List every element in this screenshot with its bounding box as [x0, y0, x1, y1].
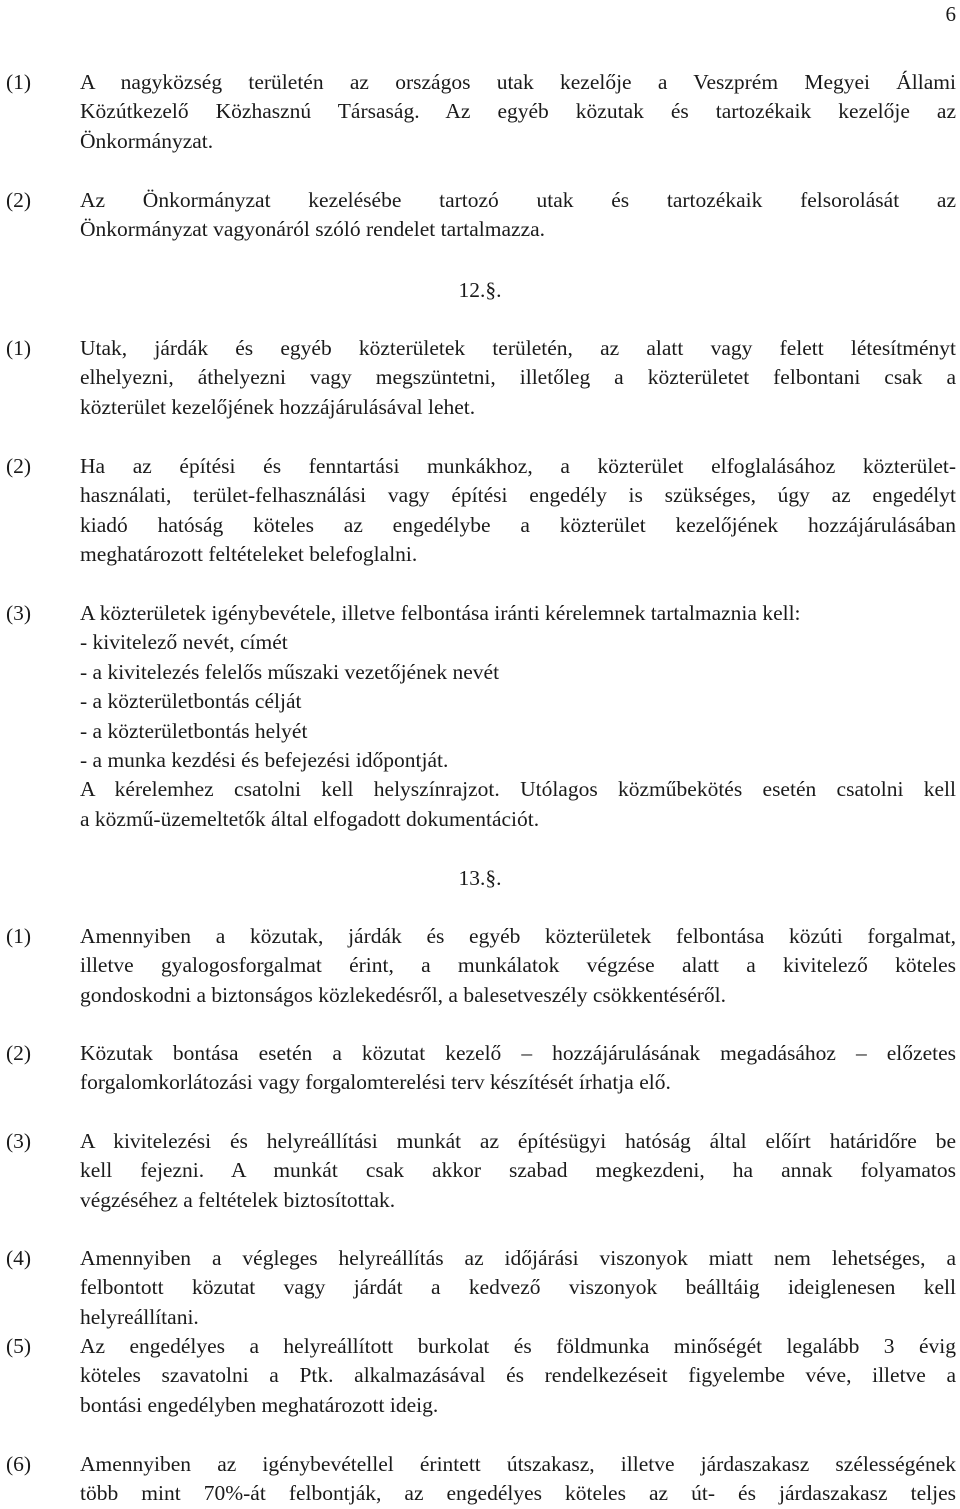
text-line: - a kivitelezés felelős műszaki vezetőjének nevét [80, 659, 500, 684]
text-line: Közútkezelő Közhasznú Társaság. Az egyéb közutak és tartozékaik kezelője az [80, 99, 956, 124]
paragraph [6, 334, 956, 422]
text-line: Utak, járdák és egyéb közterületek területén, az alatt vagy felett létesítményt [80, 336, 956, 360]
paragraph [6, 1450, 956, 1509]
paragraph [6, 68, 956, 156]
text-line: Amennyiben a közutak, járdák és egyéb közterületek felbontása közúti forgalmat, [80, 924, 956, 948]
text-line: elhelyezni, áthelyezni vagy megszüntetni, illetőleg a közterületet felbontani csak a [80, 365, 956, 390]
paragraph-text [80, 1039, 956, 1098]
text-line: közterület kezelőjének hozzájárulásával lehet. [80, 394, 476, 419]
paragraph [6, 1127, 956, 1215]
paragraph [6, 599, 956, 834]
paragraph-number: (3) [6, 1129, 32, 1153]
text-line: Önkormányzat vagyonáról szóló rendelet tartalmazza. [80, 217, 546, 242]
paragraph-number: (5) [6, 1334, 32, 1358]
text-line: használati, terület-felhasználási vagy építési engedély is szükséges, úgy az engedélyt [80, 483, 956, 508]
paragraph-text [80, 1127, 956, 1215]
text-line: Az engedélyes a helyreállított burkolat és földmunka minőségét legalább 3 évig [80, 1334, 956, 1358]
text-line: - a közterületbontás helyét [80, 718, 308, 743]
text-line: meghatározott feltételeket belefoglalni. [80, 542, 418, 567]
paragraph-text [80, 1332, 956, 1420]
text-line: köteles szavatolni a Ptk. alkalmazásával és rendelkezéseit figyelembe véve, illetve a [80, 1363, 956, 1388]
text-line: - a munka kezdési és befejezési időpontját. [80, 748, 449, 773]
paragraph-text [80, 922, 956, 1010]
text-line: A kérelemhez csatolni kell helyszínrajzot. Utólagos közműbekötés esetén csatolni kell [80, 777, 956, 802]
text-line: - a közterületbontás célját [80, 689, 302, 714]
paragraph-number: (4) [6, 1246, 32, 1270]
paragraph-number: (1) [6, 924, 32, 948]
paragraph-text [80, 186, 956, 245]
paragraph-text [80, 68, 956, 156]
text-line: Amennyiben a végleges helyreállítás az időjárási viszonyok miatt nem lehetséges, a [80, 1246, 956, 1270]
paragraph-text [80, 1244, 956, 1332]
paragraph-number: (1) [6, 70, 32, 94]
text-line: Amennyiben az igénybevétellel érintett útszakasz, illetve járdaszakasz szélességének [80, 1452, 956, 1476]
text-line: illetve gyalogosforgalmat érint, a munkálatok végzése alatt a kivitelező köteles [80, 953, 956, 978]
paragraph [6, 452, 956, 570]
section-heading: 13.§. [458, 866, 502, 890]
text-line: bontási engedélyben meghatározott ideig. [80, 1392, 439, 1417]
text-line: A kivitelezési és helyreállítási munkát az építésügyi hatóság által előírt határidőre be [80, 1129, 956, 1153]
paragraph [6, 186, 956, 245]
text-line: Az Önkormányzat kezelésébe tartozó utak és tartozékaik felsorolását az [80, 188, 956, 212]
text-line: A közterületek igénybevétele, illetve felbontása iránti kérelemnek tartalmaznia kell: [80, 601, 801, 625]
paragraph-number: (3) [6, 601, 32, 625]
paragraph [6, 1039, 956, 1098]
paragraph-number: (2) [6, 454, 32, 478]
text-line: felbontott közutat vagy járdát a kedvező viszonyok beálltáig ideiglenesen kell [80, 1275, 956, 1300]
text-line: kell fejezni. A munkát csak akkor szabad megkezdeni, ha annak folyamatos [80, 1158, 956, 1183]
paragraph-number: (2) [6, 188, 32, 212]
paragraph-number: (1) [6, 336, 32, 360]
paragraph-text [80, 452, 956, 570]
text-line: Önkormányzat. [80, 128, 214, 153]
text-line: több mint 70%-át felbontják, az engedélyes köteles az út- és járdaszakasz teljes [80, 1481, 956, 1506]
paragraph-number: (6) [6, 1452, 32, 1476]
text-line: kiadó hatóság köteles az engedélybe a közterület kezelőjének hozzájárulásában [80, 512, 956, 537]
paragraph [6, 1244, 956, 1332]
paragraph-text [80, 1450, 956, 1509]
text-line: a közmű-üzemeltetők által elfogadott dokumentációt. [80, 806, 540, 831]
text-line: forgalomkorlátozási vagy forgalomterelési terv készítését írhatja elő. [80, 1070, 671, 1095]
page-number: 6 [945, 2, 956, 26]
paragraph [6, 1332, 956, 1420]
text-line: A nagyközség területén az országos utak kezelője a Veszprém Megyei Állami [80, 70, 956, 94]
paragraph-text [80, 334, 956, 422]
text-line: végzéséhez a feltételek biztosítottak. [80, 1187, 396, 1212]
paragraph-number: (2) [6, 1041, 32, 1065]
text-line: - kivitelező nevét, címét [80, 630, 288, 655]
text-line: Ha az építési és fenntartási munkákhoz, a közterület elfoglalásához közterület- [80, 454, 956, 478]
paragraph-text [80, 599, 956, 834]
text-line: gondoskodni a biztonságos közlekedésről, a balesetveszély csökkentéséről. [80, 982, 727, 1007]
text-line: Közutak bontása esetén a közutat kezelő – hozzájárulásának megadásához – előzetes [80, 1041, 956, 1065]
paragraph [6, 922, 956, 1010]
text-line: helyreállítani. [80, 1304, 199, 1329]
section-heading: 12.§. [458, 278, 502, 302]
